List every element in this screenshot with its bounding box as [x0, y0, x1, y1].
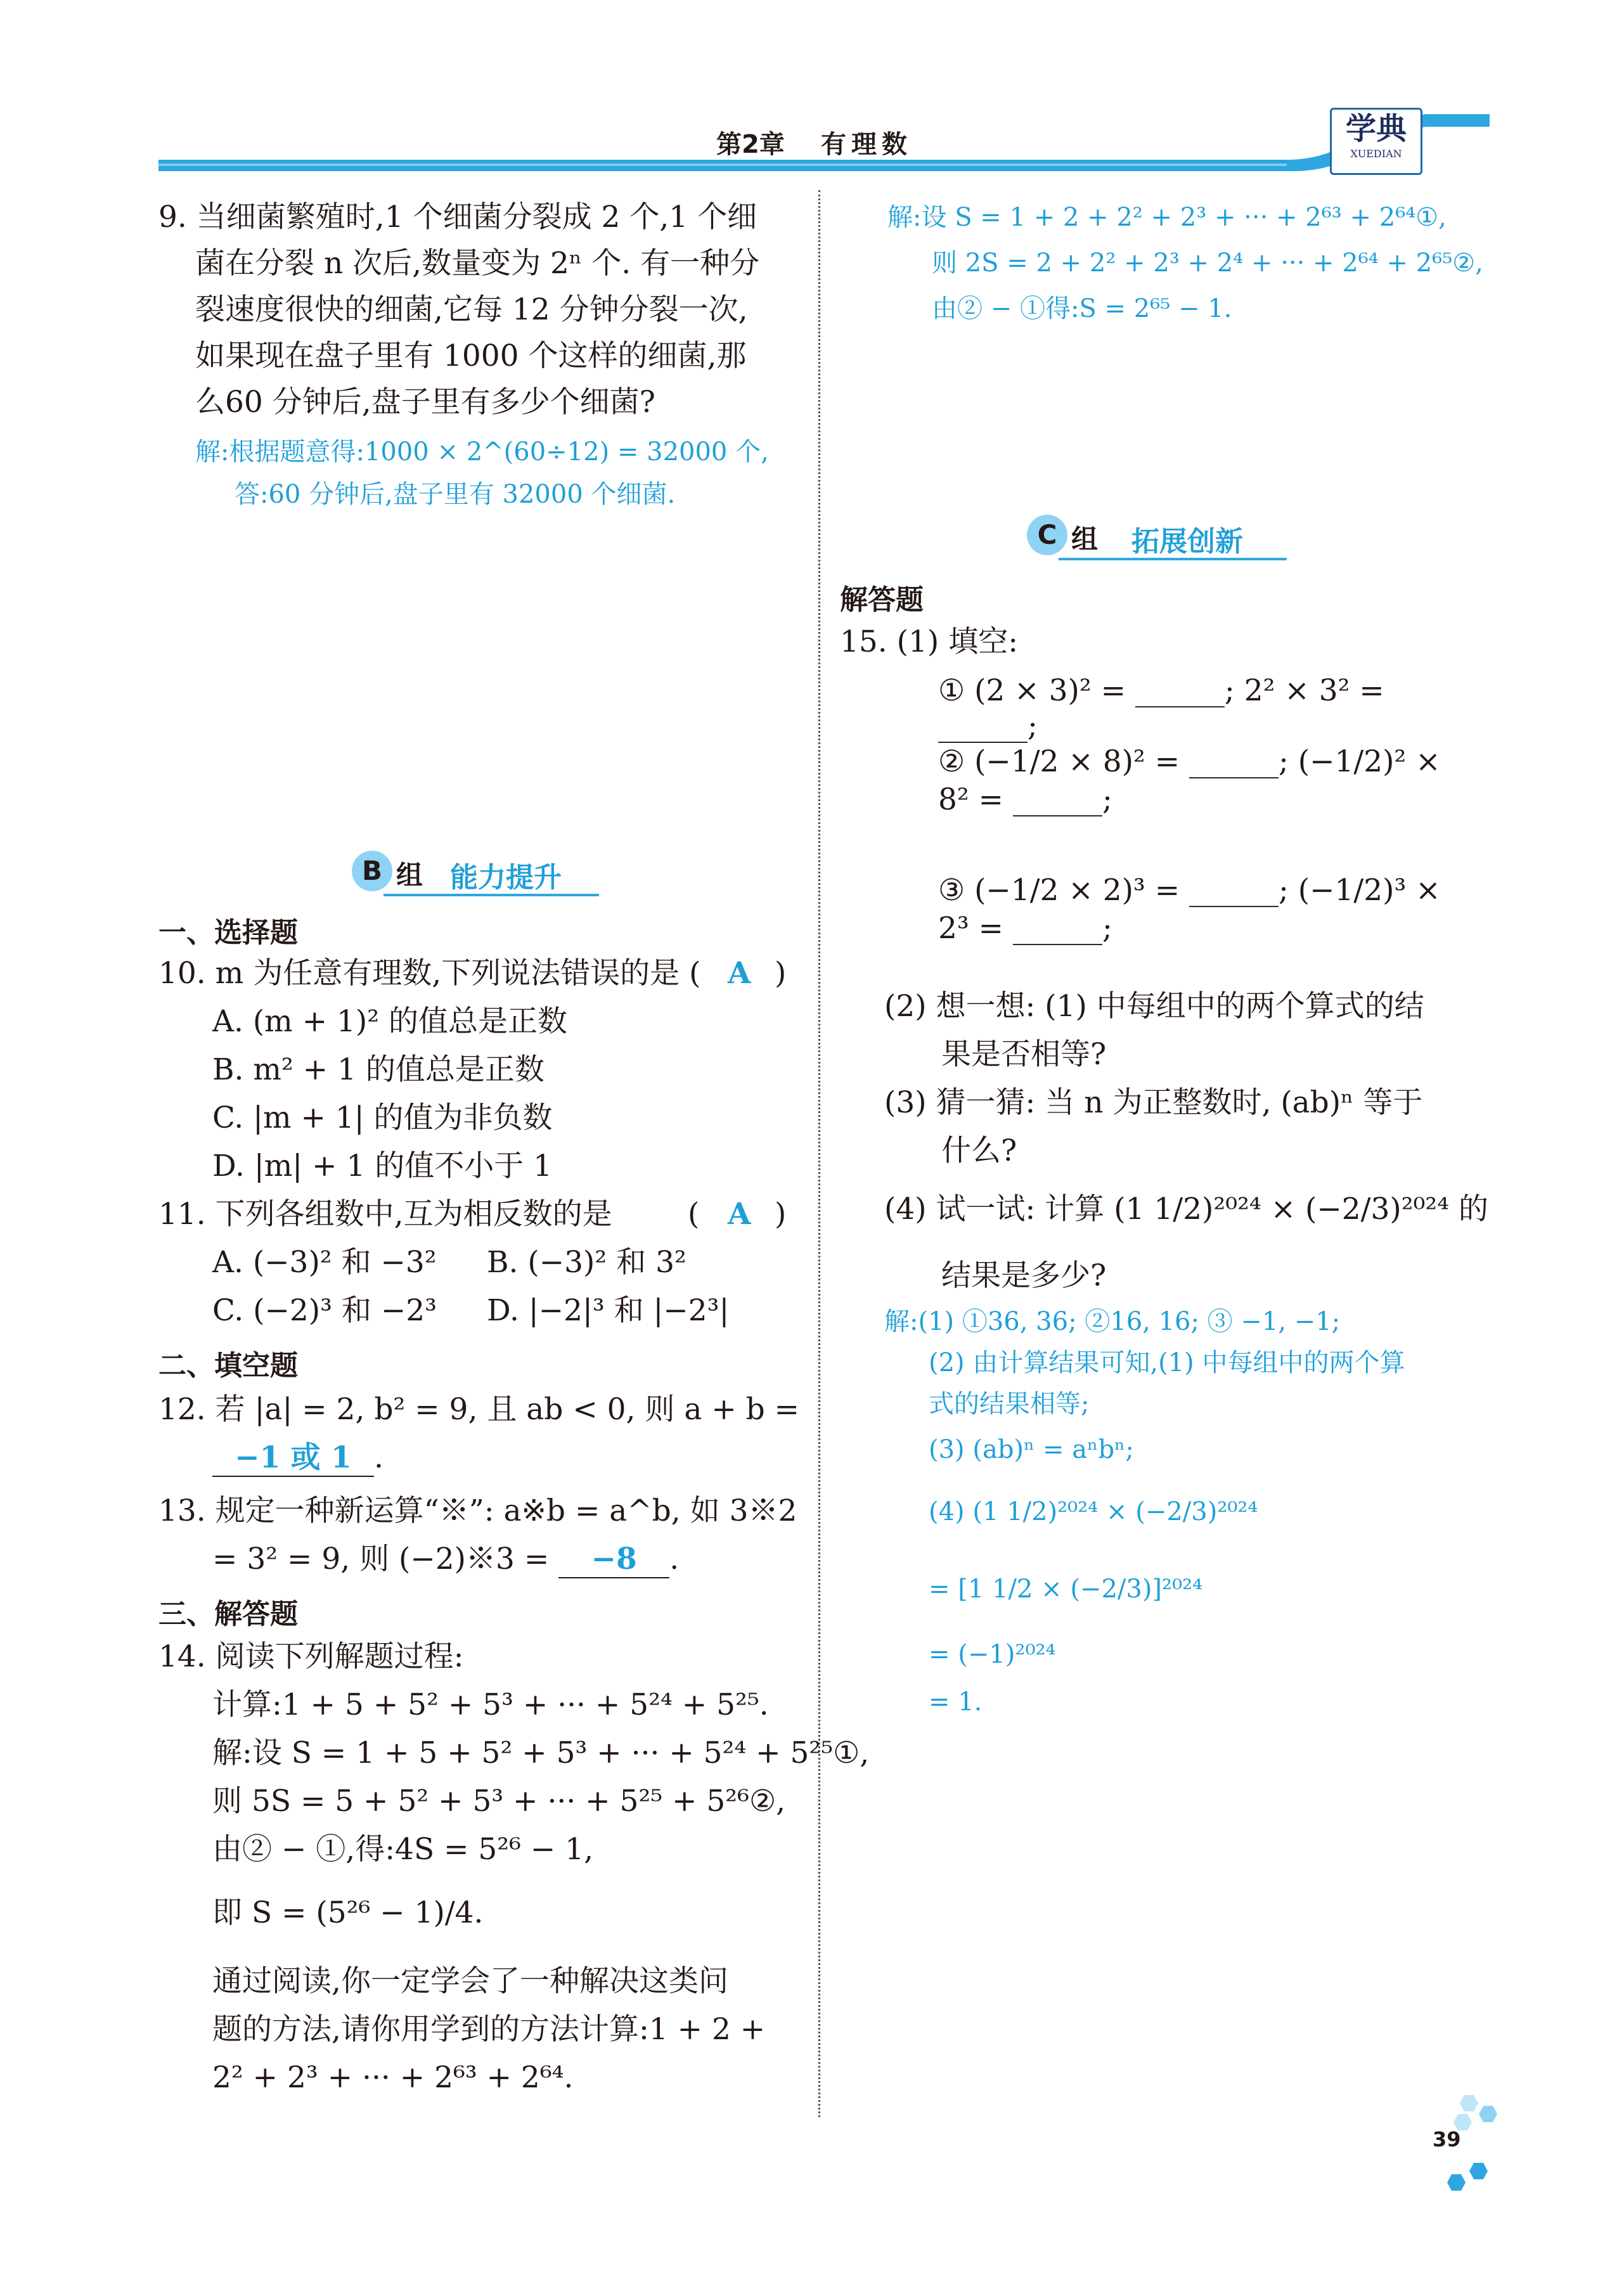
q11-option-b: B. (−3)² 和 3²: [487, 1245, 686, 1280]
q15-q3-line-2: 什么?: [941, 1133, 1017, 1168]
q11-option-c: C. (−2)³ 和 −2³: [212, 1293, 437, 1328]
q15-q2-line-2: 果是否相等?: [941, 1037, 1107, 1072]
q9-line-2: 菌在分裂 n 次后,数量变为 2ⁿ 个. 有一种分: [195, 246, 760, 281]
section-b-badge: B: [352, 851, 392, 891]
page-number: 39: [1433, 2127, 1461, 2151]
q15-answer-2: (2) 由计算结果可知,(1) 中每组中的两个算: [929, 1348, 1405, 1377]
q15-answer-4: (3) (ab)ⁿ = aⁿbⁿ;: [929, 1435, 1134, 1464]
q14-line-8: 2² + 2³ + ··· + 2⁶³ + 2⁶⁴.: [212, 2060, 574, 2095]
q14-line-6: 通过阅读,你一定学会了一种解决这类问: [212, 1964, 728, 1999]
q10-option-b: B. m² + 1 的值总是正数: [212, 1052, 545, 1087]
q15-part-1: ① (2 × 3)² = ______; 2² × 3² = ______;: [938, 673, 1384, 744]
q9-line-4: 如果现在盘子里有 1000 个这样的细菌,那: [195, 338, 747, 373]
q10-option-c: C. |m + 1| 的值为非负数: [212, 1100, 553, 1135]
q15-q3-line-1: (3) 猜一猜: 当 n 为正整数时, (ab)ⁿ 等于: [884, 1085, 1423, 1120]
q11-close: ): [775, 1197, 787, 1232]
brand-logo: [1330, 108, 1422, 175]
brand-logo-cn: 学典: [1345, 111, 1407, 146]
q15-part-3: ③ (−1/2 × 2)³ = ______; (−1/2)³ × 2³ = ______;: [938, 873, 1441, 946]
q13-stem-1: 13. 规定一种新运算“※”: a※b = a^b, 如 3※2: [158, 1493, 797, 1528]
q10-option-a: A. (m + 1)² 的值总是正数: [212, 1004, 568, 1039]
q10-stem: 10. m 为任意有理数,下列说法错误的是 (: [158, 956, 701, 991]
q15-answer-7: = (−1)²⁰²⁴: [929, 1640, 1056, 1669]
section-c-badge: C: [1027, 515, 1067, 555]
q15-answer-8: = 1.: [929, 1687, 983, 1717]
q14-answer-1: 解:设 S = 1 + 2 + 2² + 2³ + ··· + 2⁶³ + 2⁶⁴①,: [887, 203, 1447, 232]
q14-answer-3: 由② − ①得:S = 2⁶⁵ − 1.: [932, 294, 1232, 323]
section-c-title: 拓展创新: [1131, 525, 1243, 558]
q9-line-3: 裂速度很快的细菌,它每 12 分钟分裂一次,: [195, 292, 748, 327]
chapter-label: 第2章: [716, 130, 785, 159]
q14-answer-2: 则 2S = 2 + 2² + 2³ + 2⁴ + ··· + 2⁶⁴ + 2⁶⁵②,: [932, 248, 1483, 278]
q10-option-d: D. |m| + 1 的值不小于 1: [212, 1149, 553, 1183]
section-c-group: 组: [1071, 524, 1099, 555]
q11-option-a: A. (−3)² 和 −3²: [212, 1245, 437, 1280]
q15-answer-3: 式的结果相等;: [929, 1389, 1090, 1419]
chapter-title: 有理数: [821, 130, 912, 159]
q14-line-4: 由② − ①,得:4S = 5²⁶ − 1,: [212, 1832, 594, 1867]
q10-close: ): [775, 956, 787, 991]
q11-stem: 11. 下列各组数中,互为相反数的是: [158, 1197, 612, 1232]
section-b-group: 组: [396, 860, 423, 891]
q14-line-3: 则 5S = 5 + 5² + 5³ + ··· + 5²⁵ + 5²⁶②,: [212, 1784, 786, 1819]
q11-option-d: D. |−2|³ 和 |−2³|: [487, 1293, 730, 1328]
q15-answer-1: 解:(1) ①36, 36; ②16, 16; ③ −1, −1;: [884, 1307, 1341, 1336]
heading-fill: 二、填空题: [158, 1350, 298, 1382]
section-b-title: 能力提升: [450, 861, 562, 894]
q12-answer-line: −1 或 1 .: [212, 1440, 383, 1477]
q14-line-7: 题的方法,请你用学到的方法计算:1 + 2 +: [212, 2012, 766, 2047]
q14-intro: 14. 阅读下列解题过程:: [158, 1639, 464, 1674]
q12-stem: 12. 若 |a| = 2, b² = 9, 且 ab < 0, 则 a + b =: [158, 1392, 800, 1427]
q15-answer-6: = [1 1/2 × (−2/3)]²⁰²⁴: [929, 1575, 1203, 1604]
q11-answer: A: [728, 1197, 751, 1232]
q15-part-2: ② (−1/2 × 8)² = ______; (−1/2)² × 8² = ______;: [938, 744, 1441, 817]
column-divider: [818, 190, 820, 2117]
q13-stem-2-line: = 3² = 9, 则 (−2)※3 = −8 .: [212, 1542, 679, 1578]
q13-answer: −8: [558, 1542, 669, 1578]
q9-answer-2: 答:60 分钟后,盘子里有 32000 个细菌.: [235, 480, 676, 509]
q15-q4-line-1: (4) 试一试: 计算 (1 1/2)²⁰²⁴ × (−2/3)²⁰²⁴ 的: [884, 1192, 1489, 1227]
q14-line-2: 解:设 S = 1 + 5 + 5² + 5³ + ··· + 5²⁴ + 5²⁵①,: [212, 1736, 870, 1770]
heading-choice: 一、选择题: [158, 917, 298, 949]
brand-logo-en: XUEDIAN: [1350, 148, 1402, 160]
section-c-heading: [1027, 512, 1293, 563]
q13-stem-2: = 3² = 9, 则 (−2)※3 =: [212, 1542, 550, 1576]
q14-line-5: 即 S = (5²⁶ − 1)/4.: [212, 1895, 484, 1930]
q15-q2-line-1: (2) 想一想: (1) 中每组中的两个算式的结: [884, 989, 1424, 1024]
q15-q4-line-2: 结果是多少?: [941, 1258, 1107, 1293]
section-c-underline: [1059, 558, 1287, 560]
q12-answer: −1 或 1: [212, 1440, 374, 1477]
q15-answer-5: (4) (1 1/2)²⁰²⁴ × (−2/3)²⁰²⁴: [929, 1497, 1258, 1526]
q9-answer-1: 解:根据题意得:1000 × 2^(60÷12) = 32000 个,: [195, 437, 769, 467]
section-b-heading: [352, 848, 605, 899]
q14-line-1: 计算:1 + 5 + 5² + 5³ + ··· + 5²⁴ + 5²⁵.: [212, 1687, 769, 1722]
q11-open: (: [688, 1197, 700, 1232]
heading-answer: 三、解答题: [158, 1598, 298, 1630]
q9-line-1: 9. 当细菌繁殖时,1 个细菌分裂成 2 个,1 个细: [158, 200, 757, 235]
q10-answer: A: [728, 956, 751, 991]
q9-line-5: 么60 分钟后,盘子里有多少个细菌?: [195, 385, 655, 420]
section-b-underline: [383, 894, 599, 896]
q15-intro: 15. (1) 填空:: [840, 624, 1019, 659]
heading-answer-c: 解答题: [840, 584, 924, 616]
